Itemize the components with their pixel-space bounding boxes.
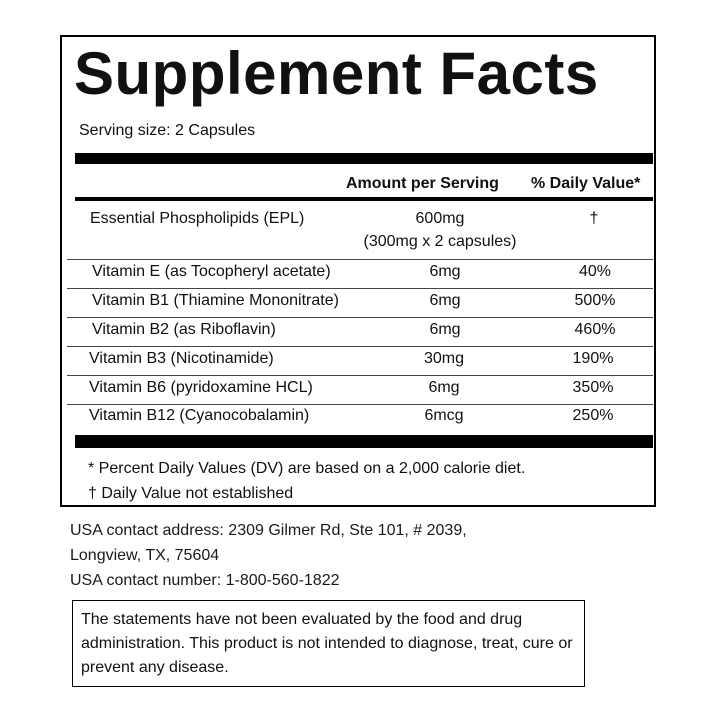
nutrient-name: Vitamin B2 (as Riboflavin) [92,321,276,338]
epl-daily-value: † [589,210,599,227]
nutrient-amount: 30mg [423,350,465,367]
nutrient-daily-value: 350% [572,379,614,396]
nutrient-daily-value: 190% [572,350,614,367]
nutrient-daily-value: 250% [572,407,614,424]
nutrient-daily-value: 40% [578,263,612,280]
row-divider [67,346,653,347]
nutrient-daily-value: 460% [574,321,616,338]
footnote-percent-dv: * Percent Daily Values (DV) are based on a 2,000 calorie diet. [88,460,526,477]
contact-phone: USA contact number: 1-800-560-1822 [70,572,340,589]
disclaimer-text: The statements have not been evaluated by the food and drug administration. This product is not intended to diagnose, treat, cure or prevent any disease. [81,611,573,676]
epl-name: Essential Phospholipids (EPL) [90,210,305,227]
nutrient-amount: 6mg [429,321,461,338]
nutrient-amount: 6mcg [424,407,464,424]
nutrient-daily-value: 500% [574,292,616,309]
serving-size: Serving size: 2 Capsules [79,122,256,139]
nutrient-name: Vitamin B12 (Cyanocobalamin) [89,407,310,424]
row-divider [67,317,653,318]
contact-address-line2: Longview, TX, 75604 [70,547,220,564]
contact-address-line1: USA contact address: 2309 Gilmer Rd, Ste 101, # 2039, [70,522,467,539]
nutrient-amount: 6mg [429,292,461,309]
thick-divider-bottom [75,435,653,448]
nutrient-name: Vitamin E (as Tocopheryl acetate) [92,263,331,280]
header-amount: Amount per Serving [346,175,499,192]
panel-title: Supplement Facts [74,40,599,107]
row-divider [67,259,653,260]
thick-divider-top [75,153,653,164]
nutrient-name: Vitamin B1 (Thiamine Mononitrate) [92,292,339,309]
nutrient-name: Vitamin B6 (pyridoxamine HCL) [89,379,313,396]
epl-amount-line1: 600mg [415,210,465,227]
epl-amount-line2: (300mg x 2 capsules) [363,233,517,250]
nutrient-amount: 6mg [429,263,461,280]
nutrient-name: Vitamin B3 (Nicotinamide) [89,350,274,367]
row-divider [67,404,653,405]
row-divider [67,375,653,376]
footnote-dagger: † Daily Value not established [88,485,294,502]
fda-disclaimer [72,600,585,687]
supplement-facts-panel [60,35,656,507]
divider-header [75,197,653,201]
nutrient-amount: 6mg [428,379,460,396]
header-daily-value: % Daily Value* [531,175,641,192]
row-divider [67,288,653,289]
